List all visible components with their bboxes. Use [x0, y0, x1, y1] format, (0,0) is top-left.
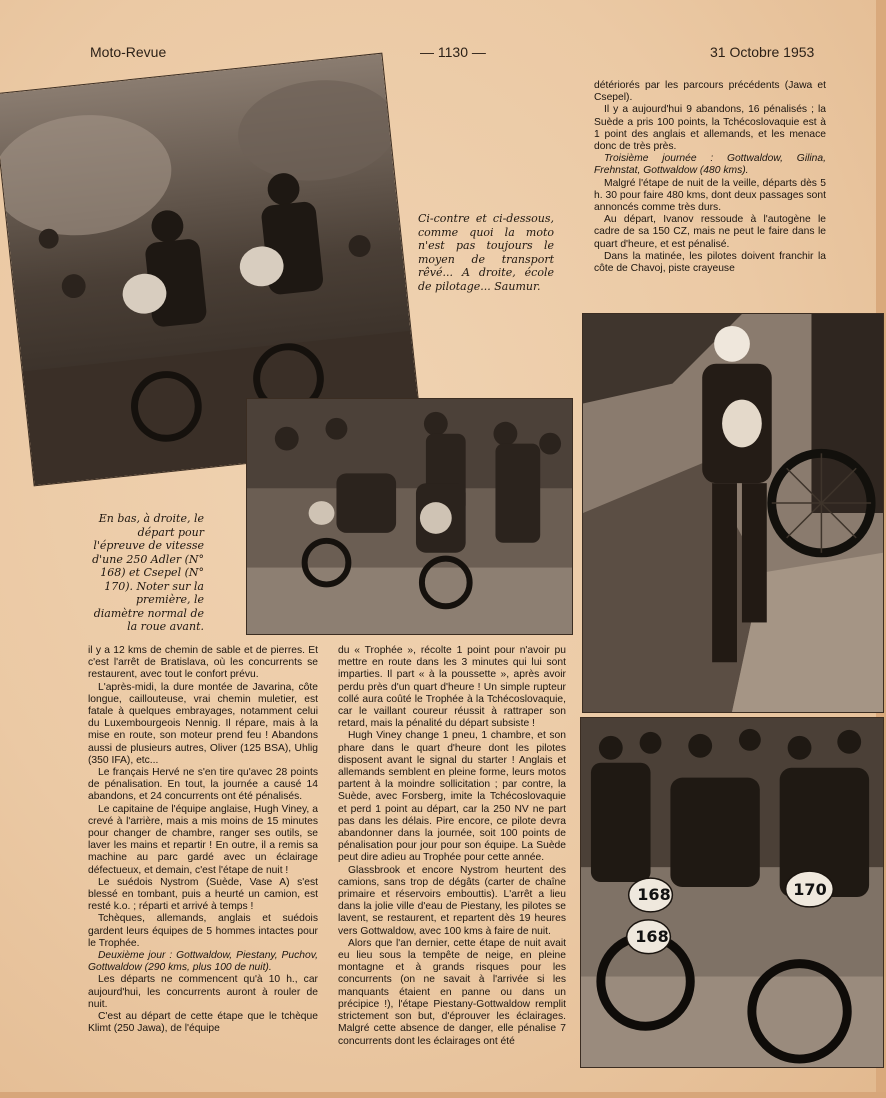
paragraph: Il y a aujourd'hui 9 abandons, 16 pénalisés ; la Suède a pris 100 points, la Tchécoslovaquie est à 1 point des anglais et allemands, et les menace donc de très près. [594, 104, 826, 153]
race-number-168-upper: 168 [637, 885, 671, 904]
paragraph: Hugh Viney change 1 pneu, 1 chambre, et son phare dans le quart d'heure dont les pilotes disposent avant le signal du starter ! Anglais et allemands semblent en pleine forme, leurs motos partent à la moindre sollicitation ; par contre, la Suède, avec Forsberg, imite la Tchécoslovaquie et perd 1 point au départ, car la 250 NV ne part pas dans les délais. Pire encore, ce pilote devra abandonner dans la journée, soit 100 points de pénalisation pour jour pour son équipe. La Suède peut dire adieu au Trophée pour cette année. [338, 730, 566, 864]
paragraph: Malgré l'étape de nuit de la veille, départs dès 5 h. 30 pour faire 480 kms, dont deux passages sont annoncés comme très durs. [594, 177, 826, 214]
paragraph: Le suédois Nystrom (Suède, Vase A) s'est blessé en tombant, puis a heurté un camion, est resté k.o. ; réparti et arrivé à temps ! [88, 876, 318, 913]
page-edge-bottom [0, 1092, 886, 1098]
magazine-title: Moto-Revue [90, 44, 167, 60]
paragraph: Tchèques, allemands, anglais et suédois gardent leurs équipes de 5 hommes intactes pour le Trophée. [88, 913, 318, 949]
body-middle-column [338, 645, 566, 1048]
photo-speed-test-start [246, 398, 573, 635]
paragraph: Le capitaine de l'équipe anglaise, Hugh Viney, a crevé à l'arrière, mais a mis moins de 15 minutes pour changer de chambre, ranger ses outils, se laver les mains et repartir ! En outre, il a remis sa machine au parc gardé avec un éclairage défectueux, et demain, c'est l'étape de nuit ! [88, 803, 318, 876]
paragraph: Deuxième jour : Gottwaldow, Piestany, Puchov, Gottwaldow (290 kms, plus 100 de nuit). [88, 950, 318, 974]
paragraph: Alors que l'an dernier, cette étape de nuit avait eu lieu sous la tempête de neige, en pleine montagne et à grands risques pour les concurrents (on ne savait à l'arrivée si les manquants étaient en panne ou dans un précipice !), l'étape Piestany-Gottwaldow remplit strictement son but, d'éprouver les éclairages. Malgré cette absence de danger, elle pénalise 7 concurrents dont les éclairages ont été [338, 937, 566, 1047]
top-right-text-column [594, 80, 826, 275]
paragraph: détériorés par les parcours précédents (Jawa et Csepel). [594, 80, 826, 104]
paragraph: Dans la matinée, les pilotes doivent franchir la côte de Chavoj, piste crayeuse [594, 250, 826, 275]
body-left-column [88, 645, 318, 1036]
photo-adler-csepel-start [580, 717, 884, 1068]
paragraph: du « Trophée », récolte 1 point pour n'avoir pu mettre en route dans les 3 minutes qui lui sont imparties. Il part « à la poussette », après avoir perdu près d'un quart d'heure ! Un simple rupteur collé aura coûté le Trophée à la Tchécoslovaquie, car le vaillant coureur réussit à rattraper son retard, mais la pénalité du départ subsiste ! [338, 645, 566, 730]
paragraph: Troisième journée : Gottwaldow, Gilina, Frehnstat, Gottwaldow (480 kms). [594, 153, 826, 177]
photo-rider-on-slope [582, 313, 884, 713]
paragraph: Le français Hervé ne s'en tire qu'avec 28 points de pénalisation. En tout, la journée a causé 14 abandons, et 24 concurrents ont été pénalisés. [88, 767, 318, 803]
caption-top: Ci-contre et ci-dessous, comme quoi la moto n'est pas toujours le moyen de transport rêvé... A droite, école de pilotage... Saumur. [418, 212, 554, 293]
caption-bottom-left: En bas, à droite, le départ pour l'épreuve de vitesse d'une 250 Adler (N° 168) et Csepel (N° 170). Noter sur la première, le diamètre normal de la roue avant. [92, 512, 204, 633]
issue-date: 31 Octobre 1953 [710, 44, 815, 60]
paragraph: Glassbrook et encore Nystrom heurtent des camions, sans trop de dégâts (carter de chaîne primaire et réservoirs embouttis). L'arrêt a lieu dans la jolie ville d'eau de Piestany, les pilotes se lavent, se restaurent, et repartent dès 19 heures vers Gottwaldow, avec 100 kms à faire de nuit. [338, 864, 566, 937]
paragraph: il y a 12 kms de chemin de sable et de pierres. Et c'est l'arrêt de Bratislava, où les concurrents se restaurent, avec tout le confort prévu. [88, 645, 318, 681]
paragraph: Au départ, Ivanov ressoude à l'autogène le cadre de sa 150 CZ, mais ne peut le faire dans le quart d'heure, et est pénalisé. [594, 214, 826, 250]
page-number: — 1130 — [420, 44, 486, 60]
paragraph: C'est au départ de cette étape que le tchèque Klimt (250 Jawa), de l'équipe [88, 1011, 318, 1035]
race-number-170: 170 [793, 880, 827, 899]
paragraph: Les départs ne commencent qu'à 10 h., car aujourd'hui, les concurrents auront à rouler de nuit. [88, 974, 318, 1010]
race-number-168-lower: 168 [635, 927, 669, 946]
paragraph: L'après-midi, la dure montée de Javarina, côte longue, caillouteuse, vrai chemin muletier, est fatale à quelques embrayages, notamment celui du Luxembourgeois Nennig. Il répare, mais à la mise en route, son moteur prend feu ! Abandons aussi de plusieurs autres, Oliver (125 BSA), Uhlig (350 IFA), etc... [88, 681, 318, 766]
